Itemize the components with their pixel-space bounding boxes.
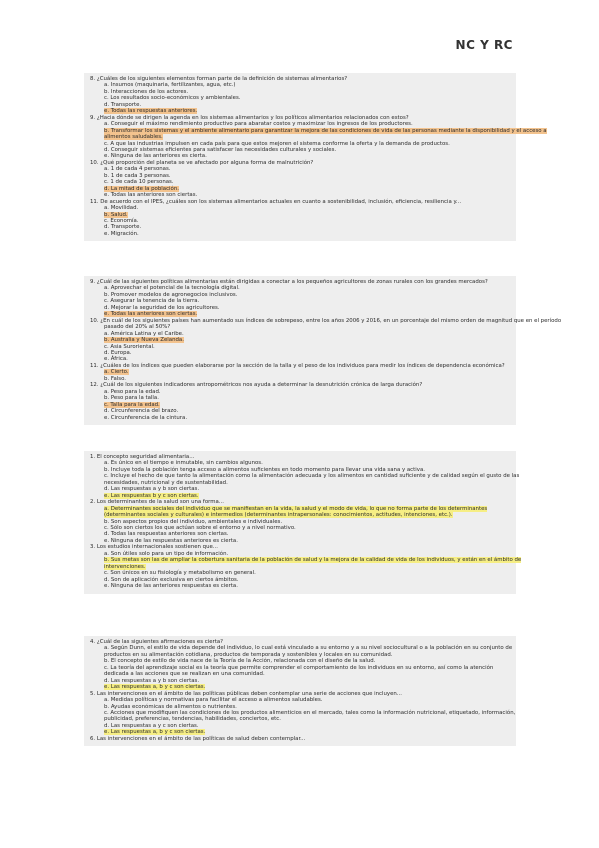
line-text: e. Ninguna de las respuestas anteriores es cierta. [104, 537, 238, 544]
highlighted-answer: a. Determinantes sociales del individuo que se manifiestan en la vida, la salud y el modo de vida, lo que no forma parte de los determinantes [104, 505, 488, 512]
line-text: d. Las respuestas a y c son ciertas. [104, 722, 199, 729]
line-text: 4. ¿Cuál de las siguientes afirmaciones es cierta? [90, 639, 224, 645]
line-text: 12. ¿Cuál de los siguientes indicadores antropométricos nos ayuda a determinar la desnutrición crónica de larga duración? [90, 382, 423, 389]
line-text: e. Migración. [104, 230, 139, 237]
line-text: b. Ayudas económicas de alimentos o nutrientes. [104, 703, 237, 710]
line-text: d. Todas las respuestas anteriores son ciertas. [104, 531, 229, 538]
line-text: a. Medidas políticas y normativas para facilitar el acceso a alimentos saludables. [104, 697, 323, 704]
line-text: 6. Las intervenciones en el ámbito de las políticas de salud deben contemplar... [90, 735, 306, 742]
line-text: a. Peso para la edad. [104, 388, 161, 395]
line-text: pasado del 20% al 50%? [104, 324, 171, 331]
line-text: 2. Los determinantes de la salud son una forma... [90, 499, 224, 506]
line-text: c. Sólo son ciertos los que actúan sobre el entorno y a nivel normativo. [104, 524, 296, 531]
line-text: c. Los resultados socio-económicos y ambientales. [104, 95, 241, 102]
line-text: 3. Los estudios internacionales sostienen que... [90, 544, 218, 551]
line-text: 9. ¿Hacia dónde se dirigen la agenda en los sistemas alimentarios y los políticos alimentarios relacionados con estos? [90, 114, 409, 121]
line-text: a. Conseguir el máximo rendimiento productivo para abaratar costos y maximizar los ingresos de los productores. [104, 121, 413, 128]
line-text: d. Circunferencia del brazo. [104, 408, 179, 415]
answer-option [90, 231, 510, 237]
line-text: a. Son útiles solo para un tipo de información. [104, 550, 229, 557]
highlighted-answer: intervenciones. [104, 563, 146, 570]
line-text: c. 1 de cada 10 personas. [104, 179, 174, 186]
line-text: b. El concepto de estilo de vida nace de la Teoría de la Acción, relacionada con el diseño de la salud. [104, 658, 376, 665]
line-text: 8. ¿Cuáles de los siguientes elementos forman parte de la definición de sistemas alimentarios? [90, 76, 348, 82]
line-text: d. Las respuestas a y b son ciertas. [104, 677, 200, 684]
line-text: e. Ninguna de las anteriores es cierta. [104, 153, 207, 160]
line-text: dedicada a las acciones que se realizan en una comunidad. [104, 671, 265, 678]
line-text: 5. Las intervenciones en el ámbito de las políticas públicas deben contemplar una serie de acciones que incluyen... [90, 690, 402, 697]
line-text: 9. ¿Cuál de las siguientes políticas alimentarias están dirigidas a conectar a los pequeños agricultores de zonas rurales con los grandes mercados? [90, 279, 488, 285]
highlighted-answer: alimentos saludables. [104, 134, 163, 141]
line-text: c. Asia Suroriental. [104, 343, 155, 350]
line-text: a. Aprovechar el potencial de la tecnología digital. [104, 285, 240, 292]
line-text: b. Falso. [104, 375, 126, 382]
line-text: c. Incluye el hecho de que tanto la alimentación como la alimentación adecuada y los alimentos en cantidad suficiente y de calidad según el gusto de las [104, 473, 520, 480]
line-text: b. Promover modelos de agronegocios inclusivos. [104, 291, 238, 298]
answer-option [90, 583, 510, 589]
line-text: a. Movilidad. [104, 205, 139, 212]
highlighted-answer: e. Todas las anteriores son ciertas. [104, 311, 198, 318]
line-text: a. América Latina y el Caribe. [104, 330, 184, 337]
line-text: 10. ¿En cuál de los siguientes países han aumentado sus índices de sobrepeso, entre los años 2006 y 2016, en un porcentaje del mismo orden de magnitud que en el período [90, 317, 562, 324]
highlighted-answer: e. Las respuestas b y c son ciertas. [104, 492, 199, 499]
question-block-4 [84, 636, 516, 746]
question-block-3 [84, 451, 522, 594]
line-text: a. Según Dunn, el estilo de vida depende del individuo, lo cual está vinculado a su entorno y a su nivel sociocultural o a la población en su conjunto de [104, 645, 513, 652]
question-block-2 [84, 276, 562, 425]
highlighted-answer: b. Sus metas son las de ampliar la cobertura sanitaria de la población de salud y la mejora de la calidad de vida de los individuos, y están en el ámbito de [104, 557, 522, 564]
page-header: NC Y RC [455, 38, 513, 52]
highlighted-answer: b. Australia y Nueva Zelanda. [104, 337, 184, 344]
line-text: b. 1 de cada 3 personas. [104, 172, 171, 179]
line-text: d. Transporte. [104, 101, 142, 108]
line-text: d. Mejorar la seguridad de los agricultores. [104, 304, 220, 311]
highlighted-answer: a. Cierto. [104, 369, 129, 376]
line-text: e. Circunferencia de la cintura. [104, 414, 188, 421]
answer-option [90, 415, 510, 421]
question-text [90, 363, 510, 369]
line-text: productos en su alimentación cotidiana, productos de temporada y sostenibles y locales en su comunidad. [104, 651, 393, 658]
line-text: e. Todas las anteriores son ciertas. [104, 192, 198, 199]
line-text: e. Ninguna de las anteriores respuestas es cierta. [104, 583, 238, 590]
line-text: a. Insumos (maquinaria, fertilizantes, agua, etc.) [104, 82, 236, 89]
question-block-1 [84, 73, 547, 241]
answer-option [90, 557, 522, 564]
highlighted-answer: e. Todas las respuestas anteriores. [104, 108, 198, 115]
line-text: d. Son de aplicación exclusiva en ciertos ámbitos. [104, 576, 239, 583]
line-text: 10. ¿Qué proporción del planeta se ve afectado por alguna forma de malnutrición? [90, 159, 314, 166]
line-text: e. África. [104, 356, 128, 363]
question-text [90, 736, 510, 742]
highlighted-answer: e. Las respuestas a, b y c son ciertas. [104, 684, 206, 691]
highlighted-answer: (determinantes sociales y culturales) e intermedios (determinantes intrapersonales: conocimientos, actitudes, intenciones, etc.). [104, 512, 453, 519]
line-text: b. Son aspectos propios del individuo, ambientales e individuales. [104, 518, 283, 525]
question-text [90, 199, 510, 205]
line-text: c. Acciones que modifiquen las condiciones de los productos alimenticios en el mercado, tales como la información nutricional, etiquetado, información, [104, 709, 516, 716]
line-text: a. 1 de cada 4 personas. [104, 166, 171, 173]
line-text: d. Europa. [104, 349, 132, 356]
line-text: 11. ¿Cuáles de los índices que pueden elaborarse por la sección de la talla y el peso de los individuos para medir los índices de dependencia económica? [90, 362, 505, 369]
highlighted-answer: e. Las respuestas a, b y c son ciertas. [104, 729, 206, 736]
line-text: b. Incluye toda la población tenga acceso a alimentos suficientes en todo momento para llevar una vida sana y activa. [104, 466, 425, 473]
line-text: publicidad, preferencias, tendencias, habilidades, conciertos, etc. [104, 716, 281, 723]
highlighted-answer: b. Transformar los sistemas y el ambiente alimentario para garantizar la mejora de las condiciones de vida de las personas mediante la disponibilidad y el acceso a [104, 127, 547, 134]
line-text: d. Transporte. [104, 224, 142, 231]
highlighted-answer: d. La mitad de la población. [104, 185, 179, 192]
line-text: b. Interacciones de los actores. [104, 88, 189, 95]
line-text: c. Economía. [104, 217, 139, 224]
line-text: c. Asegurar la tenencia de la tierra. [104, 298, 200, 305]
line-text: a. Es único en el tiempo e inmutable, sin cambios algunos. [104, 460, 263, 467]
line-text: necesidades, nutricional y de sustentabilidad. [104, 479, 228, 486]
line-text: d. Las respuestas a y b son ciertas. [104, 486, 200, 493]
line-text: c. Son únicos en su fisiología y metabolismo en general. [104, 570, 256, 577]
line-text: b. Peso para la talla. [104, 395, 159, 402]
line-text: 11. De acuerdo con el IPES, ¿cuáles son los sistemas alimentarios actuales en cuanto a sostenibilidad, inclusión, eficiencia, resiliencia y... [90, 198, 462, 205]
highlighted-answer: b. Salud. [104, 211, 128, 218]
highlighted-answer: c. Talla para la edad. [104, 401, 160, 408]
line-text: c. La teoría del aprendizaje social es la teoría que permite comprender el comportamiento de los individuos en su entorno, así como la atención [104, 664, 494, 671]
line-text: 1. El concepto seguridad alimentaria... [90, 454, 195, 460]
line-text: c. A que las industrias impulsen en cada país para que estos mejoren el sistema conforme la oferta y la demanda de productos. [104, 140, 450, 147]
line-text: d. Conseguir sistemas eficientes para satisfacer las necesidades culturales y sociales. [104, 146, 337, 153]
